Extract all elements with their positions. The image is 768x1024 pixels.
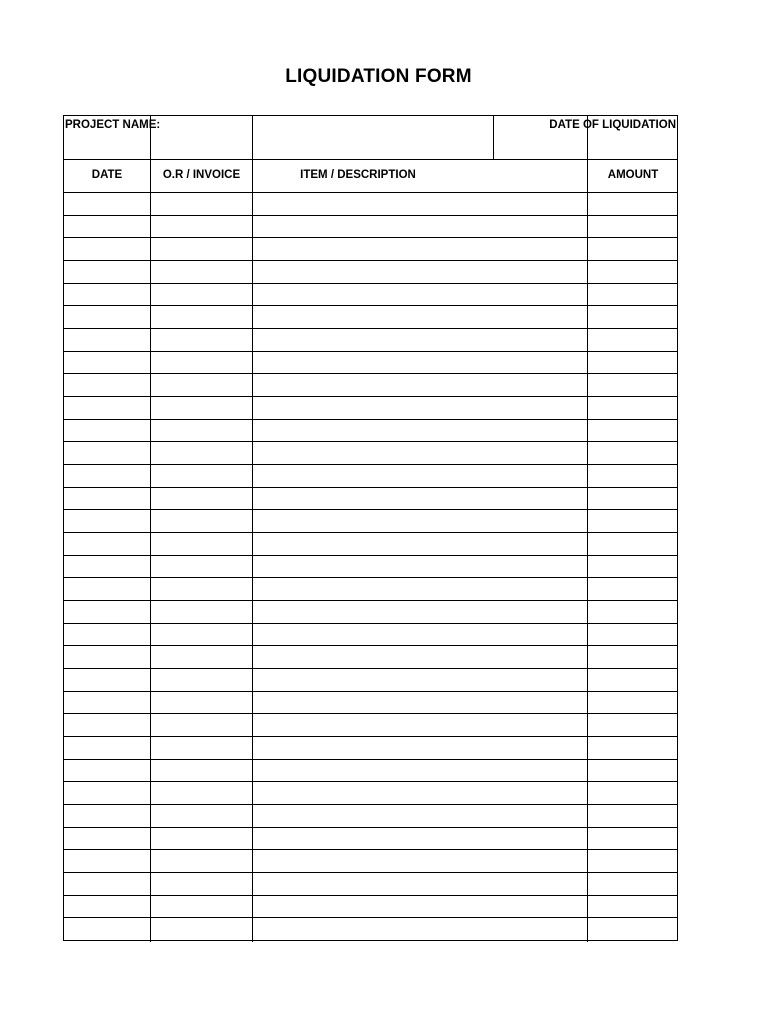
table-row — [64, 373, 677, 374]
table-row — [64, 351, 677, 352]
column-header-amount: AMOUNT — [607, 169, 659, 181]
table-row — [64, 917, 677, 918]
table-row — [64, 849, 677, 850]
table-row — [64, 691, 677, 692]
table-row — [64, 555, 677, 556]
header-divider-3 — [493, 116, 494, 159]
form-title: LIQUIDATION FORM — [285, 66, 472, 87]
table-row — [64, 237, 677, 238]
header-divider-1 — [150, 116, 151, 942]
table-row — [64, 781, 677, 782]
header-divider-4 — [587, 116, 588, 942]
table-row — [64, 396, 677, 397]
table-row — [64, 872, 677, 873]
table-row — [64, 804, 677, 805]
liquidation-table — [63, 115, 678, 941]
table-row — [64, 759, 677, 760]
table-row — [64, 215, 677, 216]
table-row — [64, 464, 677, 465]
header-bottom-line — [64, 159, 677, 160]
table-row — [64, 487, 677, 488]
table-row — [64, 645, 677, 646]
table-row — [64, 419, 677, 420]
table-row — [64, 668, 677, 669]
table-row — [64, 328, 677, 329]
table-row — [64, 577, 677, 578]
header-divider-2 — [252, 116, 253, 942]
table-row — [64, 600, 677, 601]
date-of-liquidation-label: DATE OF LIQUIDATION — [549, 119, 676, 131]
table-row — [64, 441, 677, 442]
table-row — [64, 532, 677, 533]
table-row — [64, 260, 677, 261]
table-row — [64, 827, 677, 828]
column-header-or-invoice: O.R / INVOICE — [162, 169, 241, 181]
table-row — [64, 509, 677, 510]
project-name-label: PROJECT NAME: — [65, 119, 161, 131]
column-header-date: DATE — [91, 169, 123, 181]
column-header-item-description: ITEM / DESCRIPTION — [300, 169, 416, 181]
table-row — [64, 283, 677, 284]
column-header-bottom-line — [64, 192, 677, 193]
table-row — [64, 713, 677, 714]
table-row — [64, 623, 677, 624]
table-row — [64, 736, 677, 737]
table-row — [64, 305, 677, 306]
table-row — [64, 895, 677, 896]
